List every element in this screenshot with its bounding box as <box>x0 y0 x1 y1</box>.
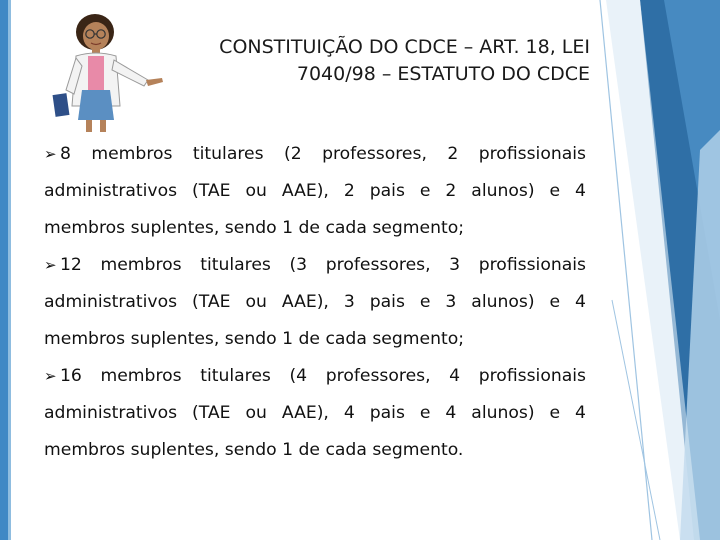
list-item-line <box>44 247 586 284</box>
title-line-1: CONSTITUIÇÃO DO CDCE – ART. 18, LEI <box>219 36 590 58</box>
arrow-bullet-icon: ➢ <box>44 256 57 274</box>
list-item-line <box>44 136 586 173</box>
list-item <box>44 358 586 469</box>
list-item-text: 12 membros titulares (3 professores, 3 profissionais <box>60 255 586 275</box>
arrow-bullet-icon: ➢ <box>44 367 57 385</box>
list-item-line <box>44 358 586 395</box>
bullet-list <box>44 136 586 469</box>
arrow-bullet-icon: ➢ <box>44 145 57 163</box>
list-item <box>44 136 586 247</box>
title-line-2: 7040/98 – ESTATUTO DO CDCE <box>296 63 590 85</box>
list-item-text: 16 membros titulares (4 professores, 4 profissionais <box>60 366 586 386</box>
list-item-line: membros suplentes, sendo 1 de cada segmento; <box>44 329 465 349</box>
list-item-line: membros suplentes, sendo 1 de cada segmento; <box>44 218 465 238</box>
list-item-line: membros suplentes, sendo 1 de cada segmento. <box>44 440 464 460</box>
list-item-line: administrativos (TAE ou AAE), 3 pais e 3 alunos) e 4 <box>44 292 586 312</box>
slide-title <box>186 34 590 88</box>
teacher-pointing-illustration <box>20 10 180 135</box>
list-item-line: administrativos (TAE ou AAE), 2 pais e 2 alunos) e 4 <box>44 181 586 201</box>
list-item-line: administrativos (TAE ou AAE), 4 pais e 4 alunos) e 4 <box>44 403 586 423</box>
list-item <box>44 247 586 358</box>
list-item-text: 8 membros titulares (2 professores, 2 profissionais <box>60 144 586 164</box>
